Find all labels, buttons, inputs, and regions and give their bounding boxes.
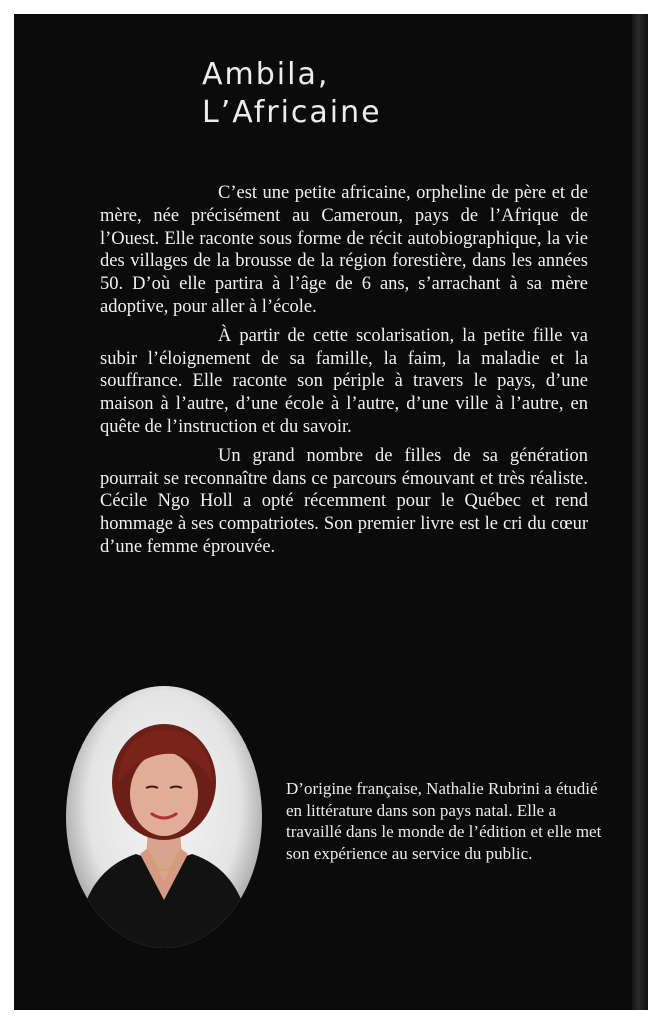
cover-edge xyxy=(632,14,648,1010)
book-back-cover xyxy=(14,14,648,1010)
book-title xyxy=(202,56,602,132)
title-line-1: Ambila, xyxy=(202,57,330,92)
blurb-paragraph-1: C’est une petite africaine, orpheline de père et de mère, née précisément au Cameroun, pays de l’Afrique de l’Ouest. Elle raconte sous forme de récit autobiographique, la vie des villages de la brousse de la région forestière, dans les années 50. D’où elle partira à l’âge de 6 ans, s’arrachant à sa mère adoptive, pour aller à l’école. xyxy=(100,183,588,317)
blurb-paragraph-2: À partir de cette scolarisation, la petite fille va subir l’éloignement de sa famille, la faim, la maladie et la souffrance. Elle raconte son périple à travers le pays, d’une maison à l’autre, d’une école à l’autre, d’une ville à l’autre, en quête de l’instruction et du savoir. xyxy=(100,325,588,437)
author-portrait xyxy=(66,686,262,948)
title-line-2: L’Africaine xyxy=(202,95,382,130)
author-portrait-illustration xyxy=(66,686,262,948)
author-bio: D’origine française, Nathalie Rubrini a étudié en littérature dans son pays natal. Elle a travaillé dans le monde de l’édition et elle met son expérience au service du public. xyxy=(286,779,602,863)
blurb-paragraph-3: Un grand nombre de filles de sa génération pourrait se reconnaître dans ce parcours émouvant et très réaliste. Cécile Ngo Holl a opté récemment pour le Québec et rend hommage à ses compatriotes. Son premier livre est le cri du cœur d’une femme éprouvée. xyxy=(100,445,588,557)
book-blurb xyxy=(100,182,588,565)
